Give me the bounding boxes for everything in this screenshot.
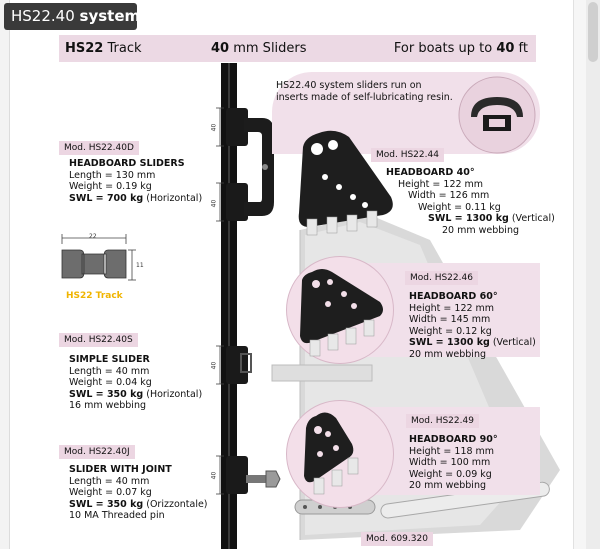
spec-length: Length = 40 mm bbox=[69, 475, 150, 487]
spec-hs22-40d bbox=[69, 158, 202, 204]
spec-hs22-44 bbox=[386, 167, 555, 236]
spec-width: Width = 145 mm bbox=[409, 314, 491, 325]
spec-hs22-40s bbox=[69, 354, 202, 412]
spec-hs22-49 bbox=[409, 434, 498, 492]
spec-height: Height = 122 mm bbox=[409, 302, 495, 314]
mod-tag-609-320: Mod. 609.320 bbox=[361, 532, 433, 546]
header-sliders: 40 mm Sliders bbox=[211, 41, 307, 56]
spec-weight: Weight = 0.07 kg bbox=[69, 487, 152, 498]
rail-dim-4: 40 bbox=[210, 471, 218, 480]
spec-height: Height = 122 mm bbox=[398, 178, 484, 190]
mod-tag-hs22-44: Mod. HS22.44 bbox=[371, 148, 444, 162]
spec-swl: SWL = 350 kg (Horizontal) bbox=[69, 388, 203, 400]
rail-dim-1: 40 bbox=[210, 123, 218, 132]
title-word: system bbox=[79, 7, 141, 25]
profile-height-dim: 11 bbox=[136, 262, 144, 269]
rail-dim-2: 40 bbox=[210, 199, 218, 208]
threaded-pin-icon bbox=[246, 469, 282, 489]
spec-swl: SWL = 350 kg (Orizzontale) bbox=[69, 498, 208, 510]
rail-dim-lines bbox=[214, 106, 226, 536]
spec-width: Width = 100 mm bbox=[409, 457, 491, 468]
spec-webbing: 20 mm webbing bbox=[409, 348, 487, 360]
profile-label: HS22 Track bbox=[66, 291, 123, 301]
spec-hs22-40j bbox=[69, 464, 208, 522]
spec-title: SIMPLE SLIDER bbox=[69, 354, 150, 365]
spec-webbing: 20 mm webbing bbox=[409, 480, 487, 491]
spec-swl: SWL = 700 kg (Horizontal) bbox=[69, 192, 203, 204]
spec-length: Length = 40 mm bbox=[69, 365, 150, 377]
spec-weight: Weight = 0.12 kg bbox=[409, 325, 492, 337]
intro-text: HS22.40 system sliders run on inserts made of self-lubricating resin. bbox=[276, 80, 453, 103]
spec-webbing: 16 mm webbing bbox=[69, 400, 147, 411]
spec-weight: Weight = 0.11 kg bbox=[418, 201, 501, 213]
spec-pin: 10 MA Threaded pin bbox=[69, 510, 165, 521]
spec-title: HEADBOARD 60° bbox=[409, 291, 498, 302]
header-track: HS22 Track bbox=[65, 41, 142, 56]
mod-tag-hs22-40s: Mod. HS22.40S bbox=[59, 333, 138, 347]
spec-weight: Weight = 0.04 kg bbox=[69, 377, 152, 388]
spec-width: Width = 126 mm bbox=[408, 190, 490, 201]
profile-width-dim: 22 bbox=[89, 233, 97, 240]
track-profile-drawing bbox=[56, 232, 146, 292]
spec-height: Height = 118 mm bbox=[409, 445, 495, 457]
mod-tag-hs22-46: Mod. HS22.46 bbox=[405, 271, 478, 285]
spec-title: HEADBOARD 40° bbox=[386, 167, 475, 178]
mod-tag-hs22-40d: Mod. HS22.40D bbox=[59, 141, 139, 155]
headboard-60-drawing bbox=[292, 262, 392, 362]
spec-swl: SWL = 1300 kg (Vertical) bbox=[428, 213, 555, 224]
spec-length: Length = 130 mm bbox=[69, 169, 156, 181]
track-section-icon bbox=[457, 75, 537, 155]
header-boat-size: For boats up to 40 ft bbox=[393, 41, 528, 56]
mod-tag-hs22-49: Mod. HS22.49 bbox=[406, 414, 479, 428]
spec-hs22-46 bbox=[409, 291, 536, 360]
spec-title: SLIDER WITH JOINT bbox=[69, 464, 172, 475]
spec-title: HEADBOARD SLIDERS bbox=[69, 158, 185, 169]
rail-dim-3: 40 bbox=[210, 361, 218, 370]
title-code: HS22.40 bbox=[11, 7, 75, 25]
spec-title: HEADBOARD 90° bbox=[409, 434, 498, 445]
headboard-90-drawing bbox=[292, 404, 392, 504]
simple-slider-clip bbox=[239, 352, 255, 374]
mod-tag-hs22-40j: Mod. HS22.40J bbox=[59, 445, 135, 459]
spec-weight: Weight = 0.19 kg bbox=[69, 181, 152, 192]
jointed-slider bbox=[226, 456, 248, 494]
spec-swl: SWL = 1300 kg (Vertical) bbox=[409, 337, 536, 348]
spec-weight: Weight = 0.09 kg bbox=[409, 468, 492, 480]
spec-webbing: 20 mm webbing bbox=[442, 224, 520, 236]
